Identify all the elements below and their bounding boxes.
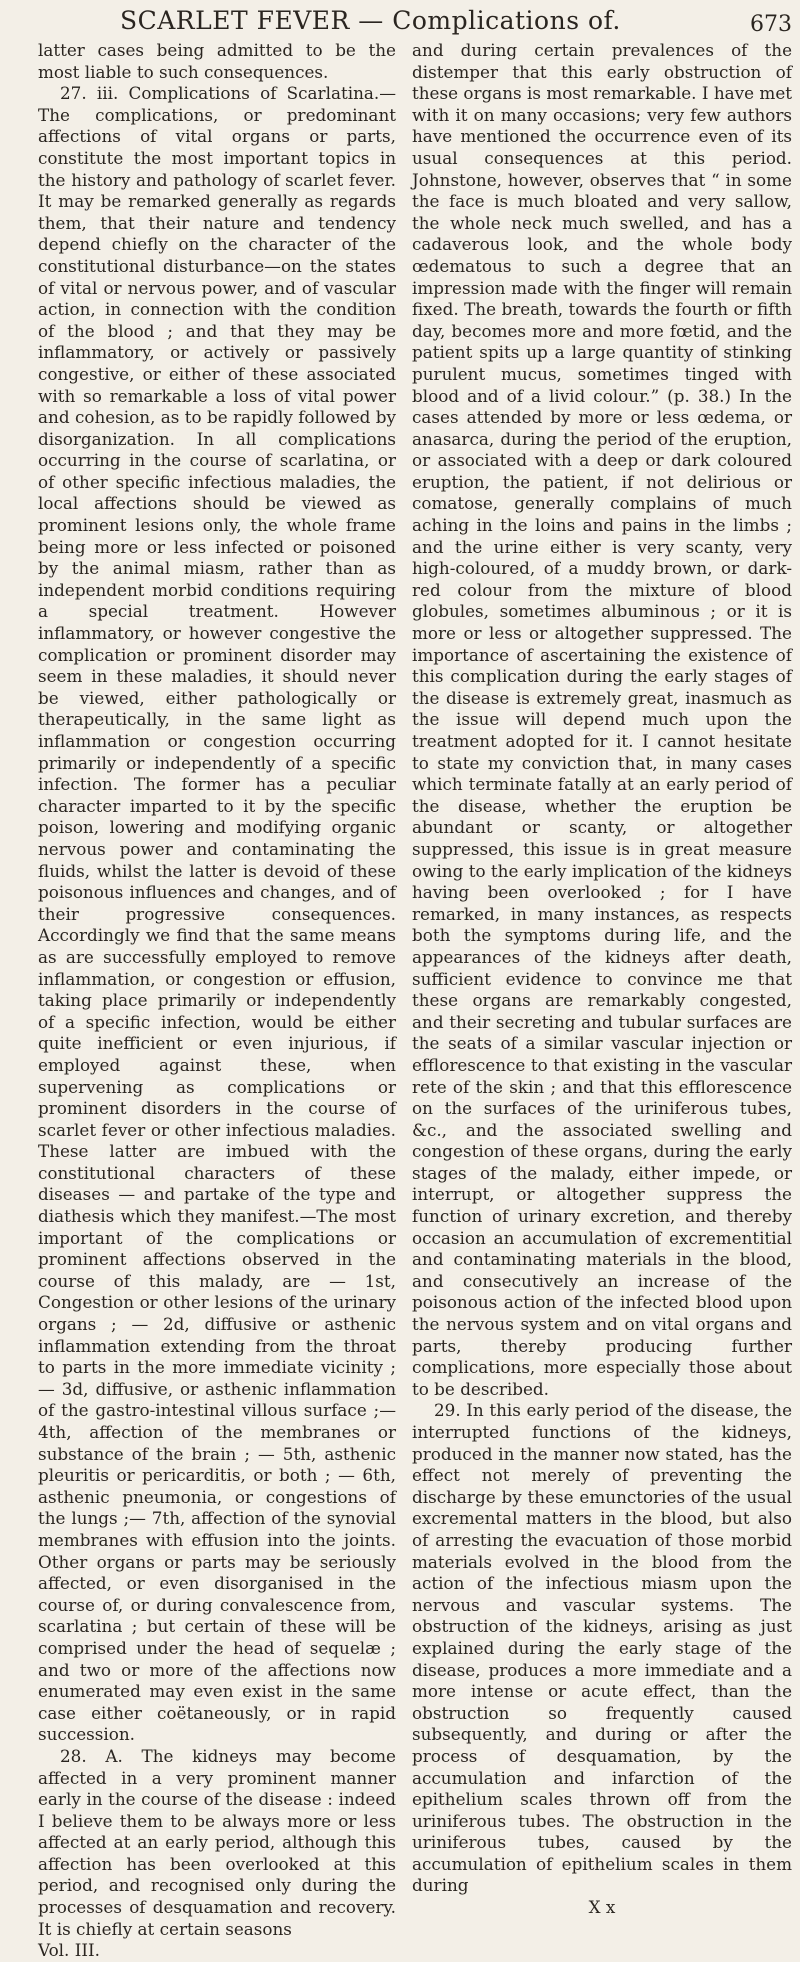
paragraph-kidneys-continued: and during certain prevalences of the distemper that this early obstruction of these organs is most remarkable. I have met with it on many occasions; very few authors have mentioned the occurrence even of its usual consequences at this period. Johnstone, however, observes that “ in some the face is much bloated and very sallow, the whole neck much swelled, and has a cadaverous look, and the whole body œdematous to such a degree that an impression made with the finger will remain fixed. The breath, towards the fourth or fifth day, becomes more and more fœtid, and the patient spits up a large quantity of stinking purulent mucus, sometimes tinged with blood and of a livid colour.” (p. 38.) In the cases attended by more or less œdema, or anasarca, during the period of the eruption, or associated with a deep or dark coloured eruption, the patient, if not delirious or comatose, generally complains of much aching in the loins and pains in the limbs ; and the urine either is very scanty, very high-coloured, of a muddy brown, or dark-red colour from the mixture of blood globules, sometimes albuminous ; or it is more or less or altogether suppressed. The importance of ascertaining the existence of this complication during the early stages of the disease is extremely great, inasmuch as the issue will depend much upon the treatment adopted for it. I cannot hesitate to state my conviction that, in many cases which terminate fatally at an early period of the disease, whether the eruption be abundant or scanty, or altogether suppressed, this issue is in great measure owing to the early implication of the kidneys having been overlooked ; for I have remarked, in many instances, as respects both the symptoms during life, and the appearances of the kidneys after death, sufficient evidence to convince me that these organs are remarkably congested, and their secreting and tubular surfaces are the seats of a similar vascular injection or efflorescence to that existing in the vascular rete of the skin ; and that this efflorescence on the surfaces of the uriniferous tubes, &c., and the associated swelling and congestion of these organs, during the early stages of the malady, either impede, or interrupt, or altogether suppress the function of urinary excretion, and thereby occasion an accumulation of excrementitial and contaminating materials in the blood, and consecutively an increase of the poisonous action of the infected blood upon the nervous system and on vital organs and parts, thereby producing further complications, more especially those about to be described.: [412, 40, 792, 1399]
left-column: [38, 40, 396, 1961]
right-column: [412, 40, 792, 1918]
paragraph-29-early-period: 29. In this early period of the disease, the interrupted functions of the kidneys, produced in the manner now stated, has the effect not merely of preventing the discharge by these emunctories of the usual excremental matters in the blood, but also of arresting the evacuation of those morbid materials evolved in the blood from the action of the infectious miasm upon the nervous and vascular systems. The obstruction of the kidneys, arising as just explained during the early stage of the disease, produces a more immediate and a more intense or acute effect, than the obstruction so frequently caused subsequently, and during or after the process of desquamation, by the accumulation and infarction of the epithelium scales thrown off from the uriniferous tubes. The obstruction in the uriniferous tubes, caused by the accumulation of epithelium scales in them during: [412, 1400, 792, 1896]
paragraph-28-kidneys: 28. A. The kidneys may become affected in a very prominent manner early in the course of the disease : indeed I believe them to be always more or less affected at an early period, although this affection has been overlooked at this period, and recognised only during the processes of desquamation and recovery. It is chiefly at certain seasons: [38, 1745, 396, 1939]
signature-mark: X x: [588, 1897, 616, 1918]
page-number: 673: [750, 12, 792, 37]
volume-signature: Vol. III.: [38, 1940, 100, 1961]
paragraph-27-complications: 27. iii. Complications of Scarlatina.—The complications, or predominant affections of vital organs or parts, constitute the most important topics in the history and pathology of scarlet fever. It may be remarked generally as regards them, that their nature and tendency depend chiefly on the character of the constitutional disturbance—on the states of vital or nervous power, and of vascular action, in connection with the condition of the blood ; and that they may be inflammatory, or actively or passively congestive, or either of these associated with so remarkable a loss of vital power and cohesion, as to be rapidly followed by disorganization. In all complications occurring in the course of scarlatina, or of other specific infectious maladies, the local affections should be viewed as prominent lesions only, the whole frame being more or less infected or poisoned by the animal miasm, rather than as independent morbid conditions requiring a special treatment. However inflammatory, or however congestive the complication or prominent disorder may seem in these maladies, it should never be viewed, either pathologically or therapeutically, in the same light as inflammation or congestion occurring primarily or independently of a specific infection. The former has a peculiar character imparted to it by the specific poison, lowering and modifying organic nervous power and contaminating the fluids, whilst the latter is devoid of these poisonous influences and changes, and of their progressive consequences. Accordingly we find that the same means as are successfully employed to remove inflammation, or congestion or effusion, taking place primarily or independently of a specific infection, would be either quite inefficient or even injurious, if employed against these, when supervening as complications or prominent disorders in the course of scarlet fever or other infectious maladies. These latter are imbued with the constitutional characters of these diseases — and partake of the type and diathesis which they manifest.—The most important of the complications or prominent affections observed in the course of this malady, are — 1st, Congestion or other lesions of the urinary organs ; — 2d, diffusive or asthenic inflammation extending from the throat to parts in the more immediate vicinity ; — 3d, diffusive, or asthenic inflammation of the gastro-intestinal villous surface ;—4th, affection of the membranes or substance of the brain ; — 5th, asthenic pleuritis or pericarditis, or both ; — 6th, asthenic pneumonia, or congestions of the lungs ;— 7th, affection of the synovial membranes with effusion into the joints. Other organs or parts may be seriously affected, or even disorganised in the course of, or during convalescence from, scarlatina ; but certain of these will be comprised under the head of sequelæ ; and two or more of the affections now enumerated may even exist in the same case either coëtaneously, or in rapid succession.: [38, 83, 396, 1745]
running-head: [0, 6, 800, 42]
running-title: SCARLET FEVER — Complications of.: [120, 6, 621, 35]
paragraph-continuation: latter cases being admitted to be the most liable to such consequences.: [38, 40, 396, 82]
